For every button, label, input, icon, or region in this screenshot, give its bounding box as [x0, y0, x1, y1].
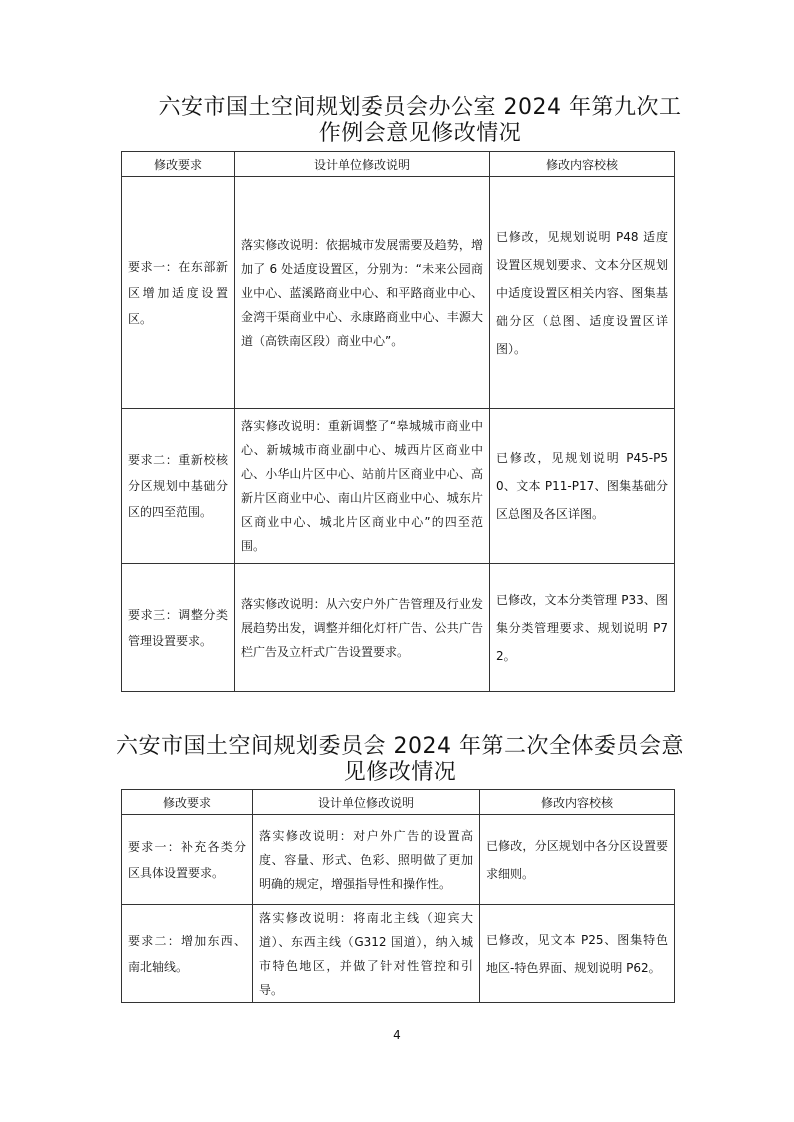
table-row	[122, 177, 675, 409]
table-header-row	[122, 790, 675, 815]
requirement-cell: 要求三：调整分类管理设置要求。	[122, 564, 235, 692]
table-row	[122, 409, 675, 564]
requirement-cell: 要求一：补充各类分区具体设置要求。	[122, 815, 253, 905]
explanation-cell: 落实修改说明：将南北主线（迎宾大道）、东西主线（G312 国道），纳入城市特色地区，并做了针对性管控和引导。	[253, 905, 480, 1003]
header-requirement: 修改要求	[122, 790, 253, 815]
check-cell: 已修改，分区规划中各分区设置要求细则。	[480, 815, 675, 905]
check-cell: 已修改，见规划说明 P48 适度设置区规划要求、文本分区规划中适度设置区相关内容、图集基础分区（总图、适度设置区详图）。	[490, 177, 675, 409]
requirement-cell: 要求一：在东部新区增加适度设置区。	[122, 177, 235, 409]
table-row	[122, 564, 675, 692]
requirement-cell: 要求二：增加东西、南北轴线。	[122, 905, 253, 1003]
section2-table	[121, 789, 675, 1003]
header-explanation: 设计单位修改说明	[253, 790, 480, 815]
page-number: 4	[393, 1028, 401, 1042]
section1-title: 六安市国土空间规划委员会办公室 2024 年第九次工作例会意见修改情况	[158, 95, 682, 146]
explanation-cell: 落实修改说明：重新调整了“皋城城市商业中心、新城城市商业副中心、城西片区商业中心、小华山片区中心、站前片区商业中心、高新片区商业中心、南山片区商业中心、城东片区商业中心、城北片区商业中心”的四至范围。	[235, 409, 490, 564]
table-row	[122, 905, 675, 1003]
requirement-cell: 要求二：重新校核分区规划中基础分区的四至范围。	[122, 409, 235, 564]
header-check: 修改内容校核	[480, 790, 675, 815]
table-row	[122, 815, 675, 905]
header-check: 修改内容校核	[490, 152, 675, 177]
check-cell: 已修改，见规划说明 P45-P50、文本 P11-P17、图集基础分区总图及各区详图。	[490, 409, 675, 564]
header-explanation: 设计单位修改说明	[235, 152, 490, 177]
explanation-cell: 落实修改说明：依据城市发展需要及趋势，增加了 6 处适度设置区，分别为：“未来公园商业中心、蓝溪路商业中心、和平路商业中心、金湾干渠商业中心、永康路商业中心、丰源大道（高铁南区段）商业中心”。	[235, 177, 490, 409]
header-requirement: 修改要求	[122, 152, 235, 177]
explanation-cell: 落实修改说明：从六安户外广告管理及行业发展趋势出发，调整并细化灯杆广告、公共广告栏广告及立杆式广告设置要求。	[235, 564, 490, 692]
check-cell: 已修改，文本分类管理 P33、图集分类管理要求、规划说明 P72。	[490, 564, 675, 692]
section2-title: 六安市国土空间规划委员会 2024 年第二次全体委员会意见修改情况	[116, 734, 684, 785]
explanation-cell: 落实修改说明：对户外广告的设置高度、容量、形式、色彩、照明做了更加明确的规定，增强指导性和操作性。	[253, 815, 480, 905]
check-cell: 已修改，见文本 P25、图集特色地区-特色界面、规划说明 P62。	[480, 905, 675, 1003]
section1-table	[121, 151, 675, 692]
table-header-row	[122, 152, 675, 177]
